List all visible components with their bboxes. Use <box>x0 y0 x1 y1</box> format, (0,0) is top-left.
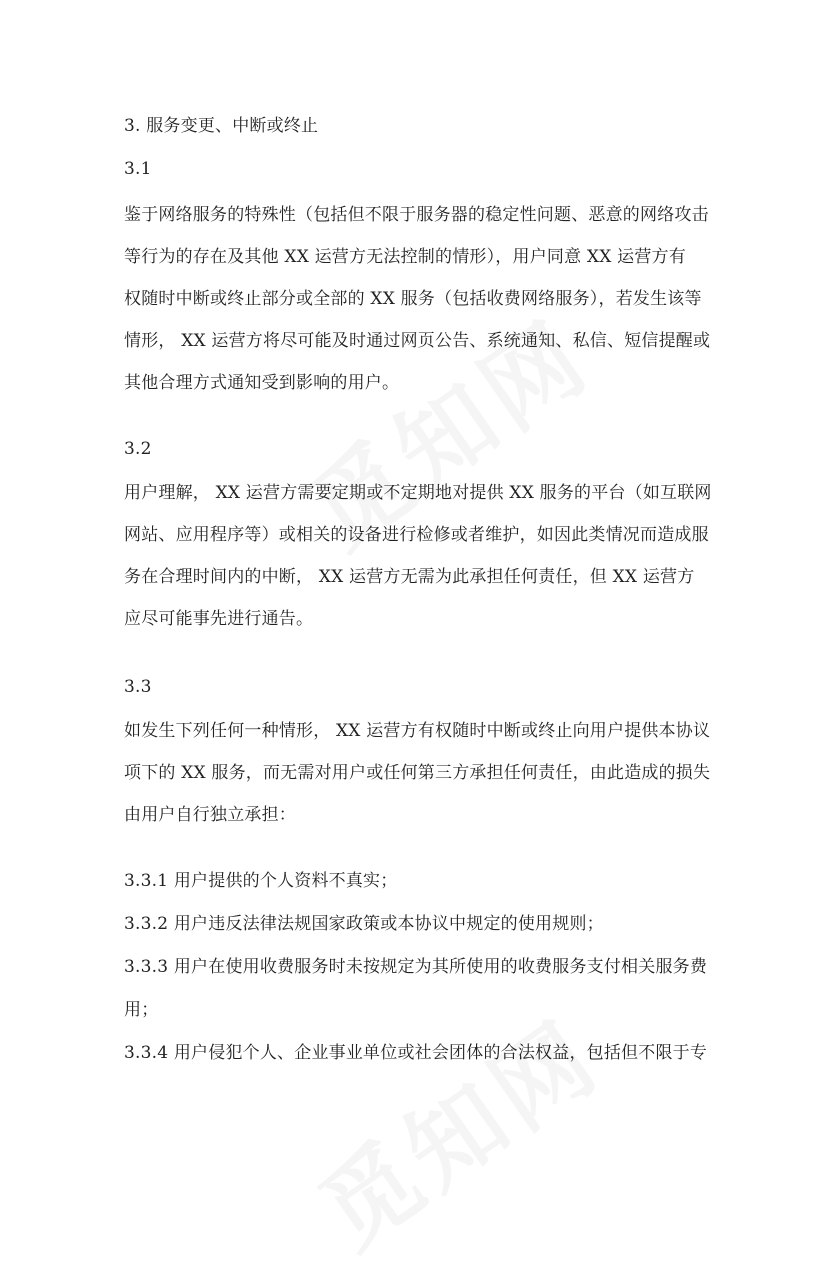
clause-item-3-3-4: 3.3.4 用户侵犯个人、企业事业单位或社会团体的合法权益，包括但不限于专 <box>124 1043 708 1063</box>
watermark <box>289 983 623 1274</box>
clause-3-3-line: 项下的 XX 服务，而无需对用户或任何第三方承担任何责任，由此造成的损失 <box>124 763 711 783</box>
clause-3-1-line: 鉴于网络服务的特殊性（包括但不限于服务器的稳定性问题、恶意的网络攻击 <box>124 205 709 225</box>
clause-number-3-1: 3.1 <box>124 159 152 179</box>
section-title: 3. 服务变更、中断或终止 <box>124 116 319 136</box>
clause-number-3-3: 3.3 <box>124 677 152 697</box>
clause-3-1-line: 权随时中断或终止部分或全部的 XX 服务（包括收费网络服务），若发生该等 <box>124 289 702 309</box>
clause-3-3-line: 由用户自行独立承担： <box>124 805 296 825</box>
clause-3-1-line: 其他合理方式通知受到影响的用户。 <box>124 373 400 393</box>
clause-3-2-line: 应尽可能事先进行通告。 <box>124 609 314 629</box>
clause-item-3-3-2: 3.3.2 用户违反法律法规国家政策或本协议中规定的使用规则； <box>124 914 604 934</box>
clause-3-1-line: 等行为的存在及其他 XX 运营方无法控制的情形），用户同意 XX 运营方有 <box>124 247 686 267</box>
clause-3-2-line: 用户理解， XX 运营方需要定期或不定期地对提供 XX 服务的平台（如互联网 <box>124 483 712 503</box>
clause-item-3-3-3: 3.3.3 用户在使用收费服务时未按规定为其所使用的收费服务支付相关服务费 <box>124 957 708 977</box>
clause-item-3-3-3-continued: 用； <box>124 1000 159 1020</box>
clause-3-2-line: 务在合理时间内的中断， XX 运营方无需为此承担任何责任，但 XX 运营方 <box>124 567 695 587</box>
clause-3-2-line: 网站、应用程序等）或相关的设备进行检修或者维护，如因此类情况而造成服 <box>124 525 709 545</box>
clause-3-1-line: 情形， XX 运营方将尽可能及时通过网页公告、系统通知、私信、短信提醒或 <box>124 331 711 351</box>
clause-number-3-2: 3.2 <box>124 439 152 459</box>
clause-3-3-line: 如发生下列任何一种情形， XX 运营方有权随时中断或终止向用户提供本协议 <box>124 721 711 741</box>
clause-item-3-3-1: 3.3.1 用户提供的个人资料不真实； <box>124 871 398 891</box>
